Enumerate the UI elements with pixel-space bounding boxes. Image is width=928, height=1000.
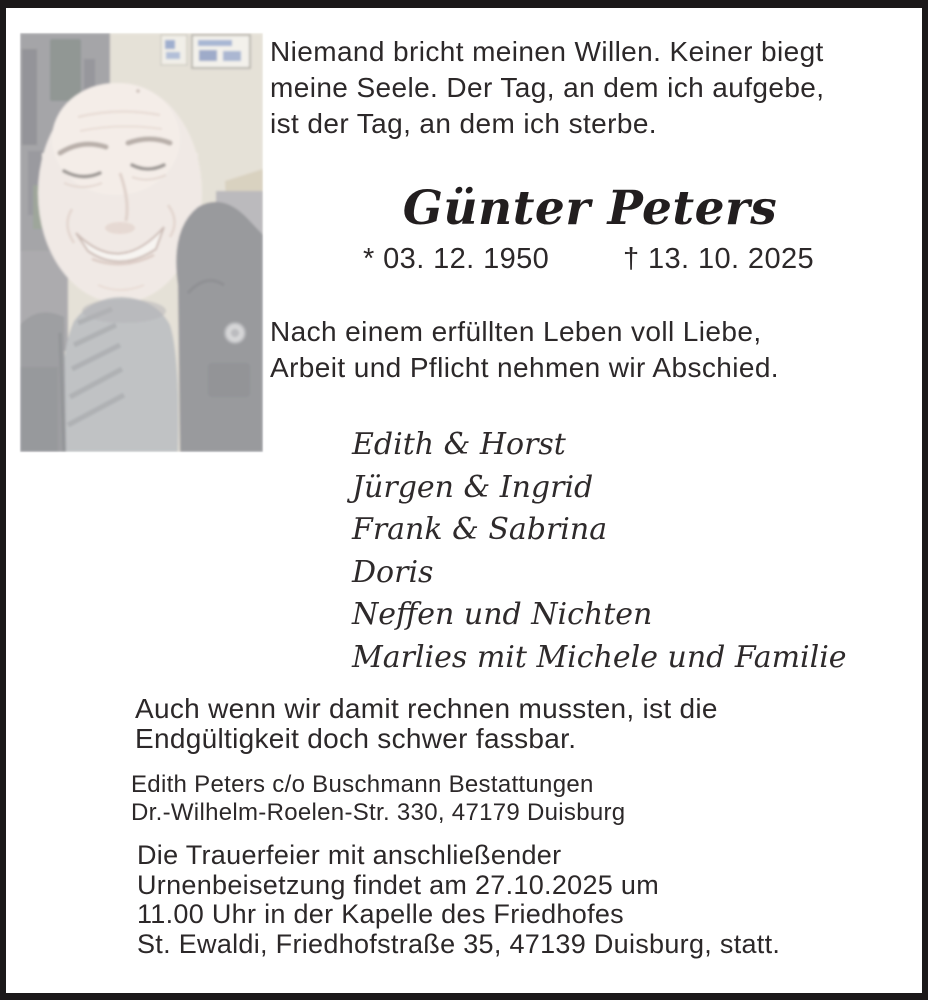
farewell-line: Arbeit und Pflicht nehmen wir Abschied.: [270, 352, 779, 383]
farewell-line: Nach einem erfüllten Leben voll Liebe,: [270, 316, 762, 347]
mourner-name: Marlies mit Michele und Familie: [352, 639, 847, 675]
deceased-name: Günter Peters: [402, 181, 778, 236]
service-details: [137, 841, 897, 959]
death-date: † 13. 10. 2025: [623, 243, 815, 275]
quote-line: meine Seele. Der Tag, an dem ich aufgebe,: [270, 72, 825, 103]
quote-line: ist der Tag, an dem ich sterbe.: [270, 108, 657, 139]
service-line: Die Trauerfeier mit anschließender: [137, 840, 562, 870]
service-line: St. Ewaldi, Friedhofstraße 35, 47139 Duisburg, statt.: [137, 928, 781, 959]
portrait-photo-art: [20, 33, 263, 452]
birth-date: * 03. 12. 1950: [363, 243, 550, 275]
mourner-name: Neffen und Nichten: [352, 597, 653, 632]
farewell-text: [270, 314, 920, 386]
service-line: Urnenbeisetzung findet am 27.10.2025 um: [137, 869, 660, 900]
portrait-photo: [20, 33, 263, 452]
quote-line: Niemand bricht meinen Willen. Keiner biegt: [270, 36, 824, 67]
mourner-name: Jürgen & Ingrid: [352, 469, 594, 505]
memorial-quote: [270, 34, 920, 142]
funeral-home-address: [131, 771, 831, 827]
condolence-line: Auch wenn wir damit rechnen mussten, ist die: [135, 693, 718, 724]
mourners-list: [352, 424, 872, 679]
service-line: 11.00 Uhr in der Kapelle des Friedhofes: [137, 899, 624, 929]
address-line: Dr.-Wilhelm-Roelen-Str. 330, 47179 Duisburg: [131, 799, 626, 826]
mourner-name: Doris: [352, 554, 434, 590]
mourner-name: Edith & Horst: [352, 427, 566, 462]
condolence-text: [135, 694, 855, 754]
condolence-line: Endgültigkeit doch schwer fassbar.: [135, 723, 577, 754]
mourner-name: Frank & Sabrina: [352, 512, 608, 547]
address-line: Edith Peters c/o Buschmann Bestattungen: [131, 771, 594, 798]
